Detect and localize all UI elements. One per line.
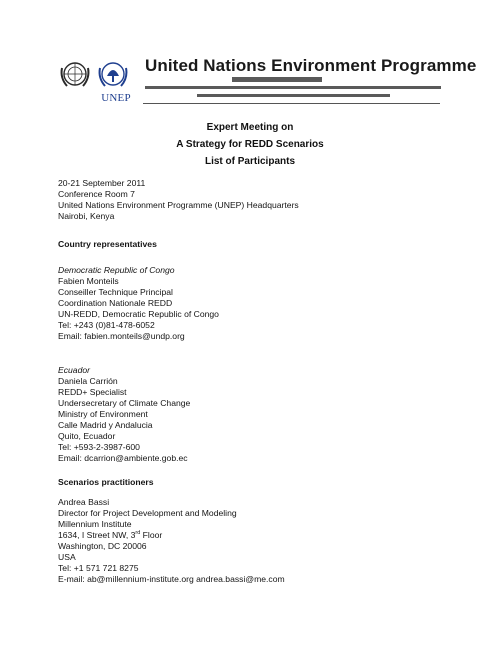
letterhead-arabic-line bbox=[232, 77, 322, 82]
drc-email: Email: fabien.monteils@undp.org bbox=[58, 331, 185, 341]
bassi-title: Director for Project Development and Modeling bbox=[58, 508, 237, 518]
bassi-street bbox=[58, 530, 162, 541]
section-heading-scenarios: Scenarios practitioners bbox=[58, 477, 154, 487]
drc-name: Fabien Monteils bbox=[58, 276, 119, 286]
meeting-room: Conference Room 7 bbox=[58, 189, 135, 199]
unep-logo-icon bbox=[96, 58, 130, 92]
bassi-street-sup: rd bbox=[135, 530, 141, 537]
ecuador-street: Calle Madrid y Andalucia bbox=[58, 420, 153, 430]
meeting-dates: 20-21 September 2011 bbox=[58, 178, 146, 188]
bassi-name: Andrea Bassi bbox=[58, 497, 110, 507]
ecuador-tel: Tel: +593-2-3987-600 bbox=[58, 442, 140, 452]
ecuador-city: Quito, Ecuador bbox=[58, 431, 116, 441]
drc-unit: Coordination Nationale REDD bbox=[58, 298, 173, 308]
section-heading-country: Country representatives bbox=[58, 239, 157, 249]
bassi-street-floor: Floor bbox=[140, 530, 163, 540]
un-emblem-icon bbox=[58, 58, 92, 92]
drc-org: UN-REDD, Democratic Republic of Congo bbox=[58, 309, 219, 319]
title-line-2: A Strategy for REDD Scenarios bbox=[176, 139, 324, 150]
bassi-tel: Tel: +1 571 721 8275 bbox=[58, 563, 139, 573]
unep-wordmark: UNEP bbox=[101, 92, 131, 104]
bassi-email: E-mail: ab@millennium-institute.org andrea.bassi@me.com bbox=[58, 574, 285, 584]
bassi-street-main: 1634, I Street NW, 3 bbox=[58, 530, 136, 540]
ecuador-name: Daniela Carrión bbox=[58, 376, 118, 386]
bassi-city: Washington, DC 20006 bbox=[58, 541, 147, 551]
meeting-city: Nairobi, Kenya bbox=[58, 211, 115, 221]
letterhead-russian-line bbox=[197, 94, 390, 97]
organization-name: United Nations Environment Programme bbox=[145, 56, 477, 75]
letterhead-multilingual-line bbox=[145, 86, 441, 89]
letterhead-logos bbox=[58, 58, 134, 106]
letterhead-rule bbox=[143, 103, 440, 104]
title-line-3: List of Participants bbox=[204, 156, 295, 167]
title-line-1: Expert Meeting on bbox=[206, 122, 294, 133]
ecuador-role: Undersecretary of Climate Change bbox=[58, 398, 191, 408]
ecuador-email: Email: dcarrion@ambiente.gob.ec bbox=[58, 453, 188, 463]
drc-title: Conseiller Technique Principal bbox=[58, 287, 173, 297]
bassi-org: Millennium Institute bbox=[58, 519, 132, 529]
bassi-country: USA bbox=[58, 552, 76, 562]
drc-country: Democratic Republic of Congo bbox=[58, 265, 175, 275]
ecuador-ministry: Ministry of Environment bbox=[58, 409, 148, 419]
meeting-venue: United Nations Environment Programme (UNEP) Headquarters bbox=[58, 200, 299, 210]
ecuador-country: Ecuador bbox=[58, 365, 91, 375]
drc-tel: Tel: +243 (0)81-478-6052 bbox=[58, 320, 155, 330]
ecuador-title: REDD+ Specialist bbox=[58, 387, 127, 397]
